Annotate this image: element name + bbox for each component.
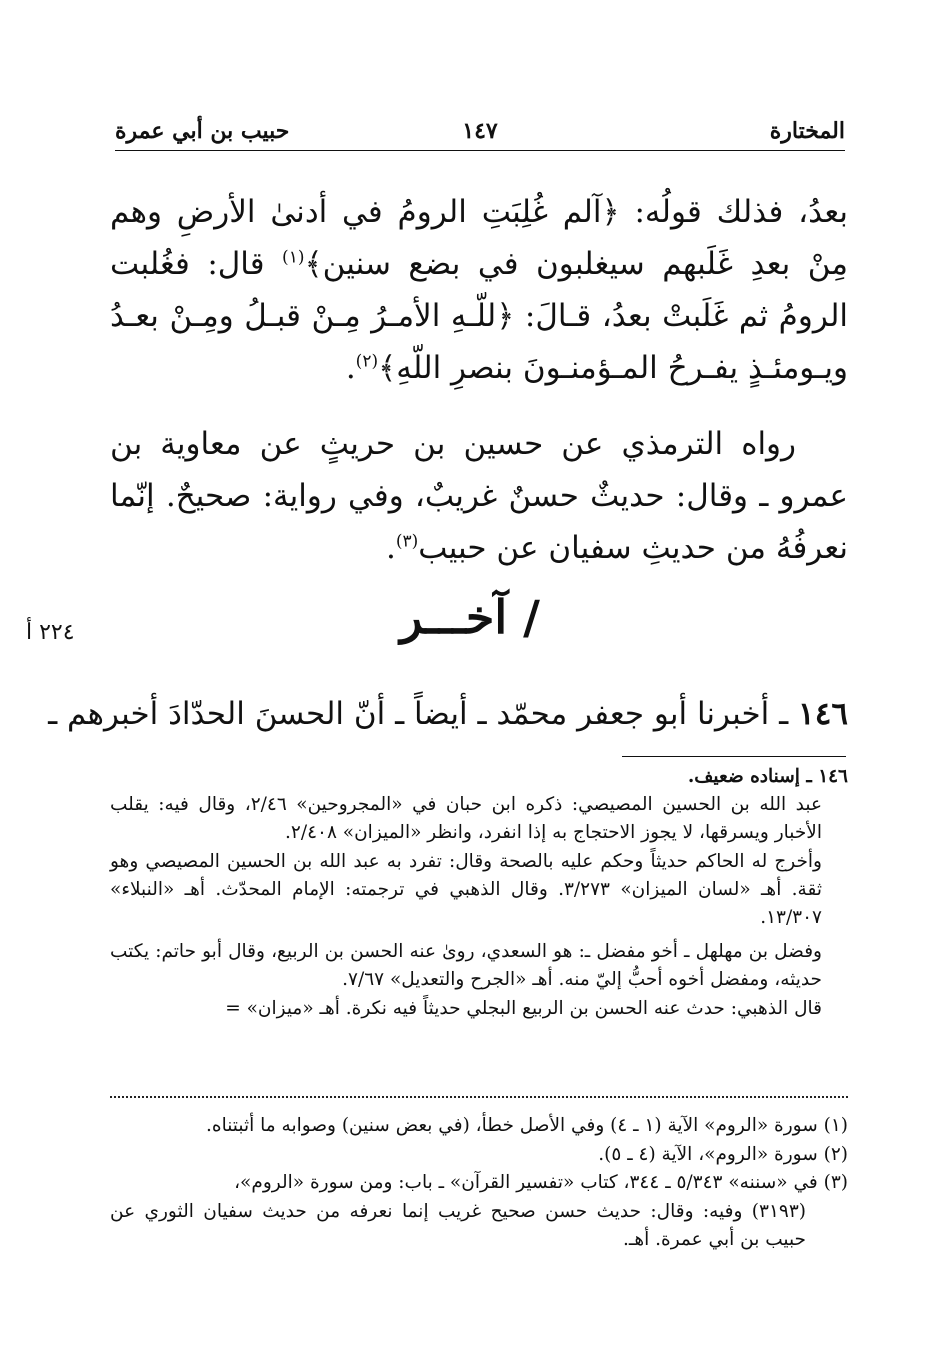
section-title: / آخـــر xyxy=(400,590,540,644)
footnote-1: (١) سورة «الروم» الآية (١ ـ ٤) وفي الأصل خطأ، (في بعض سنين) وصوابه ما أثبتناه. xyxy=(206,1115,848,1136)
commentary-paragraph: وفضل بن مهلهل ـ أخو مفضل ـ: هو السعدي، روىٰ عنه الحسن بن الربيع، وقال أبو حاتم: يكتب حديثه، ومفضل أخوه أحبُّ إليّ منه. أهـ «الجرح والتعديل» ٧/٦٧. xyxy=(110,941,822,991)
main-text: قال: فغُلبت الرومُ ثم غَلَبتْ بعدُ، قـالَ: ﴿للّـهِ الأمـرُ مِـنْ قبـلُ ومِـنْ بعـدُ ويـومئـذٍ يفـرحُ المـؤمنـونَ بنصرِ اللّهِ﴾ xyxy=(110,246,848,386)
main-text: بعدُ، فذلك قولُه: ﴿آلم غُلِبَتِ الرومُ في أدنىٰ الأرضِ وهم مِنْ بعدِ غَلَبهم سيغلبون في بضع سنين﴾ xyxy=(110,194,848,282)
footnotes-block xyxy=(110,1112,848,1255)
hadith-number: ١٤٦ xyxy=(798,696,848,732)
commentary-divider xyxy=(622,756,846,757)
commentary-paragraph: عبد الله بن الحسين المصيصي: ذكره ابن حبان في «المجروحين» ٢/٤٦، وقال فيه: يقلب الأخبار ويسرقها، لا يجوز الاحتجاج به إذا انفرد، وانظر «الميزان» ٢/٤٠٨. xyxy=(110,794,822,844)
header-divider xyxy=(115,150,845,151)
commentary-paragraph: قال الذهبي: حدث عنه الحسن بن الربيع البجلي حديثاً فيه نكرة. أهـ «ميزان» = xyxy=(225,997,822,1019)
commentary-paragraph: وأخرج له الحاكم حديثاً وحكم عليه بالصحة وقال: تفرد به عبد الله بن الحسين المصيصي وهو ثقة. أهـ «لسان الميزان» ٣/٢٧٣. وقال الذهبي في ترجمته: الإمام المحدّث. أهـ «النبلاء» ١٣/٣٠٧. xyxy=(110,850,822,929)
main-text: . xyxy=(385,530,396,566)
footnote-ref-3: (٣) xyxy=(395,531,419,552)
running-header xyxy=(115,112,845,148)
header-book-title: المختارة xyxy=(769,118,845,144)
main-text: . xyxy=(345,350,356,386)
manuscript-folio-note: ٢٢٤ أ xyxy=(26,620,75,645)
footnotes-divider xyxy=(110,1096,848,1098)
header-chapter-title: حبيب بن أبي عمرة xyxy=(115,118,290,144)
hadith-text: ـ أخبرنا أبو جعفر محمّد ـ أيضاً ـ أنّ الحسنَ الحدّادَ أخبرهم ـ xyxy=(48,696,799,732)
footnote-3: (٣) في «سننه» ٥/٣٤٣ ـ ٣٤٤، كتاب «تفسير القرآن» ـ باب: ومن سورة «الروم»، xyxy=(234,1172,848,1193)
footnote-2: (٢) سورة «الروم»، الآية (٤ ـ ٥). xyxy=(598,1143,848,1165)
main-paragraph-2 xyxy=(110,418,848,574)
main-text: رواه الترمذي عن حسين بن حريثٍ عن معاوية بن عمرو ـ وقال: حديثٌ حسنٌ غريبٌ، وفي رواية: صحيحٌ. إنّما نعرفُهُ من حديثِ سفيان عن حبيب xyxy=(110,426,848,566)
commentary-heading: ١٤٦ ـ إسناده ضعيف. xyxy=(687,766,848,787)
hadith-opening-line xyxy=(48,688,848,740)
footnote-3-continued: (٣١٩٣) وفيه: وقال: حديث حسن صحيح غريب إنما نعرفه من حديث سفيان الثوري عن حبيب بن أبي عمرة. أهـ. xyxy=(110,1200,806,1250)
header-page-number: ١٤٧ xyxy=(462,118,498,144)
footnote-ref-2: (٢) xyxy=(355,351,379,372)
commentary-block xyxy=(110,763,848,1023)
footnote-ref-1: (١) xyxy=(282,247,305,268)
main-paragraph-1 xyxy=(110,186,848,394)
